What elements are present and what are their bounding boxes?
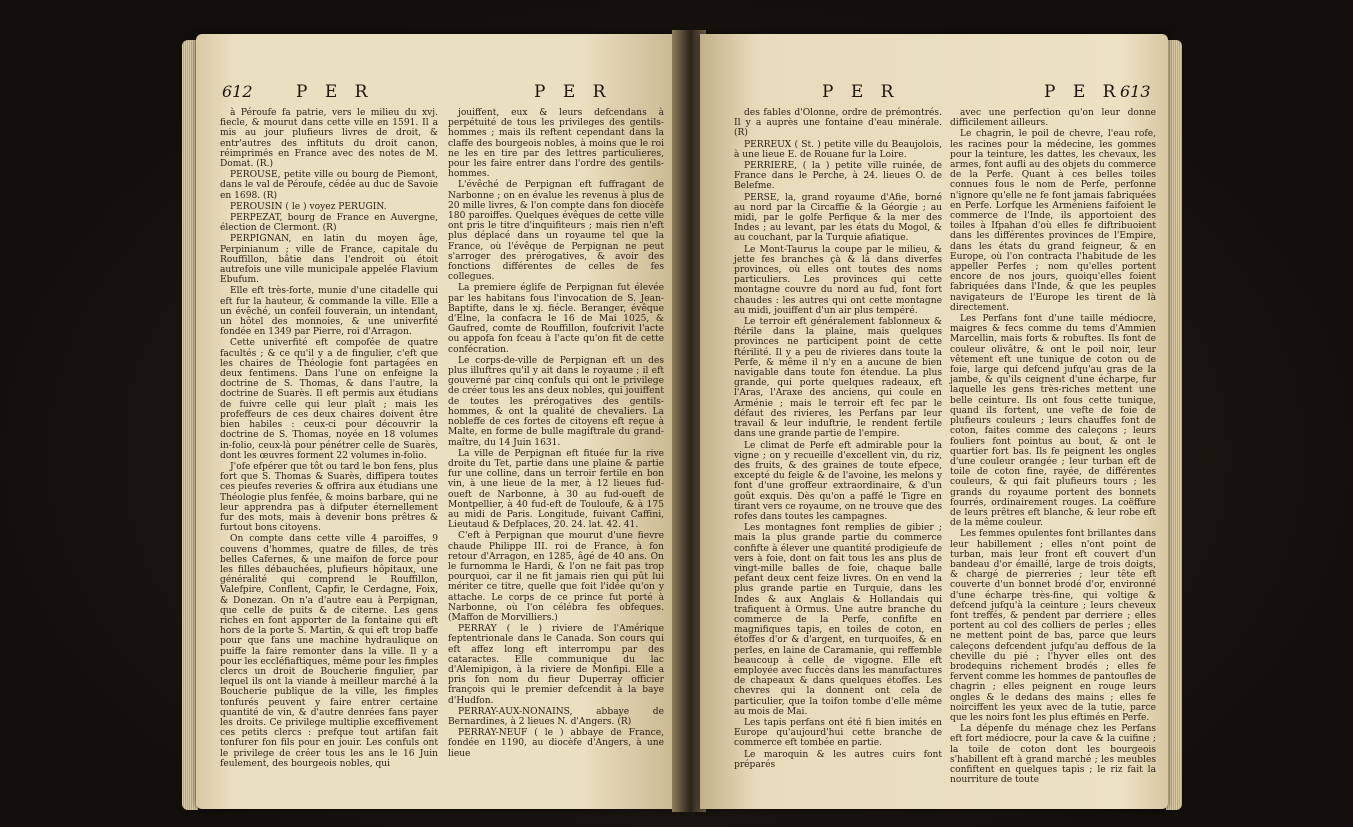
paragraph: PEROUSE, petite ville ou bourg de Piemont, dans le val de Péroufe, cédée au duc de Savoie en 1698. (R)	[220, 170, 438, 201]
left-page-number: 612	[222, 82, 253, 101]
paragraph: On compte dans cette ville 4 paroiffes, 9 couvens d'hommes, quatre de filles, de très belles Cafernes, & une maifon de force pour les filles débauchées, plufieurs hôpitaux, une généralité qui comprend le Rouffillon, Valefpire, Conflent, Capfir, le Cerdagne, Foix, & Donezan. On n'a d'autre eau à Perpignan, que celle de puits & de citerne. Les gens riches en font apporter de la fontaine qui eft hors de la porte S. Martin, & qui eft trop baffe pour que fans une machine hydraulique on puiffe la faire remonter dans la ville. Il y a pour les eccléfiaftiques, même pour les fimples clercs un droit de Boucherie fingulier, par lequel ils ont la viande à meilleur marché à la Boucherie publique de la ville, les fimples tonfurés peuvent y faire entrer certaine quantité de vin, & d'autre denrées fans payer les droits. Ce privilege multiplie exceffivement ces petits clercs : prefque tout artifan fait tonfurer fon fils pour en jouir. Les confuls ont le privilege de créer tous les ans le 16 Juin feulement, des bourgeois nobles, qui	[220, 534, 438, 769]
paragraph: Le climat de Perfe eft admirable pour la vigne ; on y recueille d'excellent vin, du riz, des fruits, & des graines de toute efpece, excepté du feigle & de l'avoine, les melons y font d'une groffeur extraordinaire, & d'un goût exquis. Dès qu'on a paffé le Tigre en tirant vers ce royaume, on ne trouve que des rofes dans toutes les campagnes.	[734, 440, 942, 522]
right-page-edges	[1166, 40, 1182, 810]
left-running-head-2: P E R	[534, 82, 612, 102]
left-column-1	[220, 108, 438, 769]
paragraph: PERRIERE, ( la ) petite ville ruinée, de France dans le Perche, à 24. lieues O. de Belefme.	[734, 161, 942, 192]
right-running-head-1: P E R	[822, 82, 900, 102]
paragraph: Le chagrin, le poil de chevre, l'eau rofe, les racines pour la médecine, les gommes pour la teinture, les dattes, les chevaux, les armes, font aufli au des objets du commerce de la Perfe. Quant à ces belles toiles connues fous le nom de Perfe, perfonne n'ignore qu'elle ne fe font jamais fabriquées en Perfe. Lorfque les Arméniens faifoient le commerce de l'Inde, ils apportoient des toiles à Ifpahan d'où elles fe diftribuoient dans les différentes provinces de l'Empire, dans les états du grand feigneur, & en Europe, où l'on contracta l'habitude de les appeller Perfes ; nom qu'elles portent encore de nos jours, quoiqu'elles foient fabriquées dans l'Inde, & que les peuples navigateurs de l'Europe les tirent de là directement.	[950, 129, 1156, 313]
paragraph: Cette univerfité eft compofée de quatre facultés ; & ce qu'il y a de fingulier, c'eft que les chaires de Théologie font partagées en deux fentimens. Dans l'une on enfeigne la doctrine de S. Thomas, & dans l'autre, la doctrine de Suarès. Il eft permis aux étudians de fuivre celle qui leur plaît ; mais les profeffeurs de ces deux chaires doivent être bien habiles : ceux-ci pour découvrir la doctrine de S. Thomas, noyée en 18 volumes in-folio, ceux-là pour pénétrer celle de Suarès, dont les œuvres forment 22 volumes in-folio.	[220, 338, 438, 461]
paragraph: C'eft à Perpignan que mourut d'une fievre chaude Philippe III. roi de France, à fon retour d'Arragon, en 1285, âgé de 40 ans. On le furnomma le Hardi, & l'on ne fait pas trop pourquoi, car il ne fit jamais rien qui pût lui mériter ce titre, quelle que foit l'idée qu'on y attache. Le corps de ce prince fut porté à Narbonne, où l'on célébra fes obfeques. (Maffon de Morvilliers.)	[448, 531, 664, 623]
paragraph: avec une perfection qu'on leur donne difficilement ailleurs.	[950, 108, 1156, 129]
paragraph: à Péroufe fa patrie, vers le milieu du xvj. fiecle, & mourut dans cette ville en 1591. Il a mis au jour plufieurs livres de droit, & entr'autres des inftituts du droit canon, réimprimés en France avec des notes de M. Domat. (R.)	[220, 108, 438, 170]
paragraph: Le terroir eft généralement fablonneux & ftérile dans la plaine, mais quelques provinces ne participent point de cette ftérilité. Il y a peu de rivieres dans toute la Perfe, & même il n'y en a aucune de bien navigable dans toute fon étendue. La plus grande, qui porte quelques radeaux, eft l'Aras, l'Araxe des anciens, qui coule en Arménie ; mais le terroir eft fec par le défaut des rivieres, les Perfans par leur travail & leur induftrie, le rendent fertile dans une grande partie de l'empire.	[734, 317, 942, 440]
paragraph: La dépenfe du ménage chez les Perfans eft fort médiocre, pour la cave & la cuifine ; la toile de coton dont les bourgeois s'habillent eft à grand marché ; les meubles confiftent en quelques tapis ; le riz fait la nourriture de toute	[950, 724, 1156, 786]
right-page-number: 613	[1120, 82, 1151, 101]
paragraph: PERSE, la, grand royaume d'Afie, borné au nord par la Circaffie & la Géorgie ; au midi, par le golfe Perfique & la mer des Indes ; au levant, par les états du Mogol, & au couchant, par la Turquie afiatique.	[734, 192, 942, 244]
right-page	[700, 34, 1168, 809]
paragraph: Le Mont-Taurus la coupe par le milieu, & jette fes branches çà & là dans diverfes provinces, où elles ont toutes des noms particuliers. Les provinces qui cette montagne couvre du nord au fud, font fort chaudes : les autres qui ont cette montagne au midi, jouiffent d'un air plus tempéré.	[734, 244, 942, 316]
paragraph: PERRAY-NEUF ( le ) abbaye de France, fondée en 1190, au diocèfe d'Angers, à une lieue	[448, 728, 664, 759]
paragraph: Elle eft très-forte, munie d'une citadelle qui eft fur la hauteur, & commande la ville. Elle a un évêché, un confeil fouverain, un intendant, un hôtel des monnoies, & une univerfité fondée en 1349 par Pierre, roi d'Arragon.	[220, 286, 438, 338]
right-column-2	[950, 108, 1156, 785]
paragraph: Les montagnes font remplies de gibier ; mais la plus grande partie du commerce confifte à élever une quantité prodigieufe de vers à foie, dont on fait tous les ans plus de vingt-mille balles de foie, chaque balle pefant deux cent feize livres. On en vend la plus grande partie en Turquie, dans les Indes & aux Anglais & Hollandais qui trafiquent à Ormus. Une autre branche du commerce de la Perfe, confifte en magnifiques tapis, en toiles de coton, en étoffes d'or & d'argent, en turquoifes, & en perles, en laine de Caramanie, qui reffemble beaucoup à celle de vigogne. Elle eft employée avec fuccès dans les manufactures de chapeaux & dans quelques étoffes. Les chevres qui la donnent ont cela de particulier, que la toifon tombe d'elle même au mois de Mai.	[734, 523, 942, 717]
right-column-1	[734, 108, 942, 770]
paragraph: jouiffent, eux & leurs defcendans à perpétuité de tous les privileges des gentils-hommes ; mais ils reftent cependant dans la claffe des bourgeois nobles, à moins que le roi ne les en tire par des lettres particulieres, pour les faire entrer dans l'ordre des gentils-hommes.	[448, 108, 664, 180]
left-page	[196, 34, 678, 809]
paragraph: PERPIGNAN, en latin du moyen âge, Perpinianum ; ville de France, capitale du Rouffillon, bâtie dans l'endroit où étoit autrefois une ville municipale appelée Flavium Ebufum.	[220, 234, 438, 286]
left-column-2	[448, 108, 664, 759]
paragraph: La premiere églife de Perpignan fut élevée par les habitans fous l'invocation de S. Jean-Baptifte, dans le xj. fiécle. Beranger, évêque d'Elne, la confacra le 16 de Mai 1025, & Gaufred, comte de Rouffillon, foufcrivit l'acte ou appofa fon fceau à l'acte qu'on fit de cette confécration.	[448, 283, 664, 355]
left-running-head-1: P E R	[296, 82, 374, 102]
paragraph: PERREUX ( St. ) petite ville du Beaujolois, à une lieue E. de Rouane fur la Loire.	[734, 139, 942, 160]
paragraph: Les Perfans font d'une taille médiocre, maigres & fecs comme du tems d'Ammien Marcellin, mais forts & robuftes. Ils font de couleur olivâtre, & ont le poil noir, leur vêtement eft une tunique de coton ou de foie, large qui defcend jufqu'au gras de la jambe, & qu'ils ceignent d'une écharpe, fur laquelle les gens très-riches mettent une belle ceinture. Ils ont fous cette tunique, quand ils fortent, une vefte de foie de plufieurs couleurs ; leurs chauffes font de coton, faites comme des caleçons ; leurs fouliers font pointus au bout, & ont le quartier fort bas. Ils fe peignent les ongles d'une couleur orangée ; leur turban eft de toile de coton fine, rayée, de différentes couleurs, & qui fait plufieurs tours ; les grands du royaume portent des bonnets fourrés, ordinairement rouges. La coëffure de leurs prêtres eft blanche, & leur robe eft de la même couleur.	[950, 314, 1156, 529]
paragraph: Les femmes opulentes font brillantes dans leur habillement ; elles n'ont point de turban, mais leur front eft couvert d'un bandeau d'or émaillé, large de trois doigts, & chargé de pierreries ; leur tête eft couverte d'un bonnet brodé d'or, environné d'une écharpe très-fine, qui voltige & defcend jufqu'à la ceinture ; leurs cheveux font treffés, & pendent par derriere ; elles portent au col des colliers de perles ; elles ne mettent point de bas, parce que leurs caleçons defcendent jufqu'au deffous de la cheville du pié ; l'hyver elles ont des brodequins richement brodés ; elles fe fervent comme les hommes de pantoufles de chagrin ; elles peignent en rouge leurs ongles & le dedans des mains ; elles fe noirciffent les yeux avec de la tutie, parce que les noirs font les plus eftimés en Perfe.	[950, 529, 1156, 723]
paragraph: PERRAY-AUX-NONAINS, abbaye de Bernardines, à 2 lieues N. d'Angers. (R)	[448, 706, 664, 727]
paragraph: PEROUSIN ( le ) voyez PERUGIN.	[230, 201, 387, 212]
right-running-head-2: P E R	[1044, 82, 1122, 102]
paragraph: des fables d'Olonne, ordre de prémontrés. Il y a auprès une fontaine d'eau minérale. (R)	[734, 108, 942, 139]
paragraph: Le maroquin & les autres cuirs font préparés	[734, 749, 942, 770]
paragraph: La ville de Perpignan eft fituée fur la rive droite du Tet, partie dans une plaine & partie fur une colline, dans un terroir fertile en bon vin, à une lieue de la mer, à 12 lieues fud-oueft de Narbonne, à 30 au fud-oueft de Montpellier, à 40 fud-eft de Touloufe, & à 175 au midi de Paris. Longitude, fuivant Caffini, Lieutaud & Defplaces, 20. 24. lat. 42. 41.	[448, 448, 664, 531]
paragraph: PERRAY ( le ) riviere de l'Amérique feptentrionale dans le Canada. Son cours qui eft affez long eft interrompu par des cataractes. Elle communique du lac d'Alemipigon, à la riviere de Monfipi. Elle a pris fon nom du fieur Duperray officier françois qui le premier defcendit à la baye d'Hudfon.	[448, 624, 664, 706]
paragraph: PERPEZAT, bourg de France en Auvergne, élection de Clermont. (R)	[220, 213, 438, 234]
paragraph: Le corps-de-ville de Perpignan eft un des plus illuftres qu'il y ait dans le royaume ; il eft gouverné par cinq confuls qui ont le privilege de créer tous les ans deux nobles, qui jouiffent de toutes les prérogatives des gentils-hommes, & ont la qualité de chevaliers. La nobleffe de ces fortes de citoyens eft reçue à Malte, en forme de bulle magiftrale du grand-maître, du 14 Juin 1631.	[448, 355, 664, 448]
paragraph: Les tapis perfans ont été fi bien imités en Europe qu'aujourd'hui cette branche de commerce eft tombée en partie.	[734, 717, 942, 749]
paragraph: J'ofe efpérer que tôt ou tard le bon fens, plus fort que S. Thomas & Suarès, diffipera toutes ces pieufes reveries & offrira aux étudians une Théologie plus fenfée, & moins barbare, qui ne leur apprendra pas à difputer éternellement fur des mots, mais à devenir bons prêtres & furtout bons citoyens.	[220, 461, 438, 534]
paragraph: L'évêché de Perpignan eft fuffragant de Narbonne ; on en évalue les revenus à plus de 20 mille livres, & l'on compte dans fon diocèfe 180 paroiffes. Quelques évêques de cette ville ont pris le titre d'inquifiteurs ; mais rien n'eft plus déplacé dans un royaume tel que la France, où l'évêque de Perpignan ne peut s'arroger des prérogatives, & avoir des fonctions différentes de celles de fes collegues.	[448, 180, 664, 283]
